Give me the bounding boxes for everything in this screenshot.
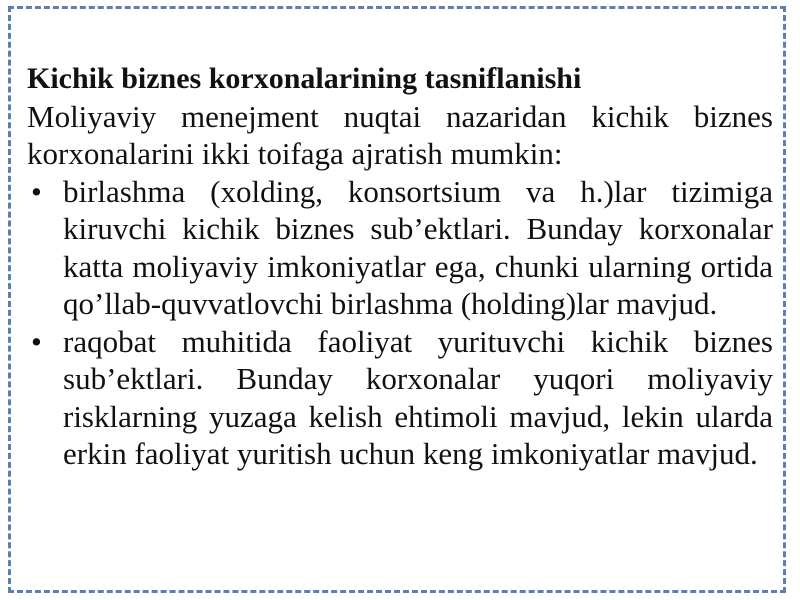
list-item bbox=[27, 323, 773, 473]
text-box bbox=[27, 60, 773, 473]
bullet-list bbox=[27, 173, 773, 473]
intro-paragraph: Moliyaviy menejment nuqtai nazaridan kichik biznes korxonalarini ikki toifaga ajratish mumkin: bbox=[27, 98, 773, 171]
list-item-text: raqobat muhitida faoliyat yurituvchi kichik biznes sub’ektlari. Bunday korxonalar yuqori moliyaviy risklarning yuzaga kelish ehtimoli mavjud, lekin ularda erkin faoliyat yuritish uchun keng imkoniyatlar mavjud. bbox=[63, 323, 773, 471]
list-item-text: birlashma (xolding, konsortsium va h.)lar tizimiga kiruvchi kichik biznes sub’ektlari. Bunday korxonalar katta moliyaviy imkoniyatlar ega, chunki ularning ortida qo’llab-quvvatlovchi birlashma (holding)lar mavjud. bbox=[63, 173, 773, 321]
bullet-icon: • bbox=[31, 173, 42, 209]
list-item bbox=[27, 173, 773, 323]
section-title: Kichik biznes korxonalarining tasniflanishi bbox=[27, 62, 582, 95]
bullet-icon: • bbox=[31, 323, 42, 359]
